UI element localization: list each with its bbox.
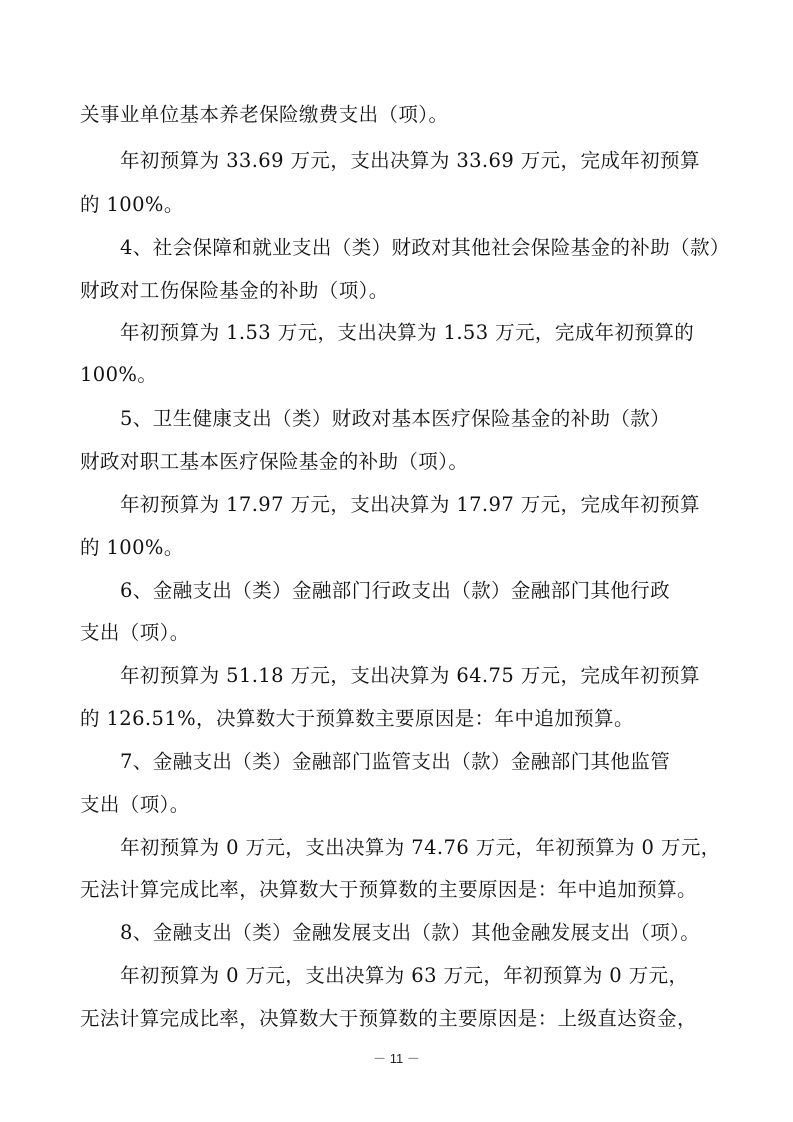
text-line: 的 100%。 <box>80 193 184 216</box>
text-line: 年初预算为 0 万元，支出决算为 74.76 万元，年初预算为 0 万元， <box>120 836 721 859</box>
text-line: 无法计算完成比率，决算数大于预算数的主要原因是：上级直达资金， <box>80 1007 697 1030</box>
text-line: 年初预算为 51.18 万元，支出决算为 64.75 万元，完成年初预算 <box>120 664 700 687</box>
text-line: 100%。 <box>80 363 158 386</box>
text-line: 8、金融支出（类）金融发展支出（款）其他金融发展支出（项）。 <box>120 921 701 944</box>
text-line: 财政对职工基本医疗保险基金的补助（项）。 <box>80 450 469 473</box>
text-line: 支出（项）。 <box>80 793 190 816</box>
text-line: 关事业单位基本养老保险缴费支出（项）。 <box>80 103 449 126</box>
text-line: 的 126.51%，决算数大于预算数主要原因是：年中追加预算。 <box>80 707 634 730</box>
page-number: － 11 － <box>373 1051 420 1066</box>
text-line: 5、卫生健康支出（类）财政对基本医疗保险基金的补助（款） <box>120 407 671 430</box>
text-line: 财政对工伤保险基金的补助（项）。 <box>80 279 389 302</box>
text-line: 无法计算完成比率，决算数大于预算数的主要原因是：年中追加预算。 <box>80 878 697 901</box>
text-line: 年初预算为 1.53 万元，支出决算为 1.53 万元，完成年初预算的 <box>120 321 695 344</box>
text-line: 4、社会保障和就业支出（类）财政对其他社会保险基金的补助（款） <box>120 236 730 259</box>
text-line: 支出（项）。 <box>80 621 190 644</box>
text-line: 的 100%。 <box>80 536 184 559</box>
text-line: 年初预算为 0 万元，支出决算为 63 万元，年初预算为 0 万元， <box>120 964 689 987</box>
text-line: 年初预算为 33.69 万元，支出决算为 33.69 万元，完成年初预算 <box>120 149 700 172</box>
text-line: 年初预算为 17.97 万元，支出决算为 17.97 万元，完成年初预算 <box>120 493 700 516</box>
text-line: 7、金融支出（类）金融部门监管支出（款）金融部门其他监管 <box>120 750 671 773</box>
text-line: 6、金融支出（类）金融部门行政支出（款）金融部门其他行政 <box>120 579 671 602</box>
